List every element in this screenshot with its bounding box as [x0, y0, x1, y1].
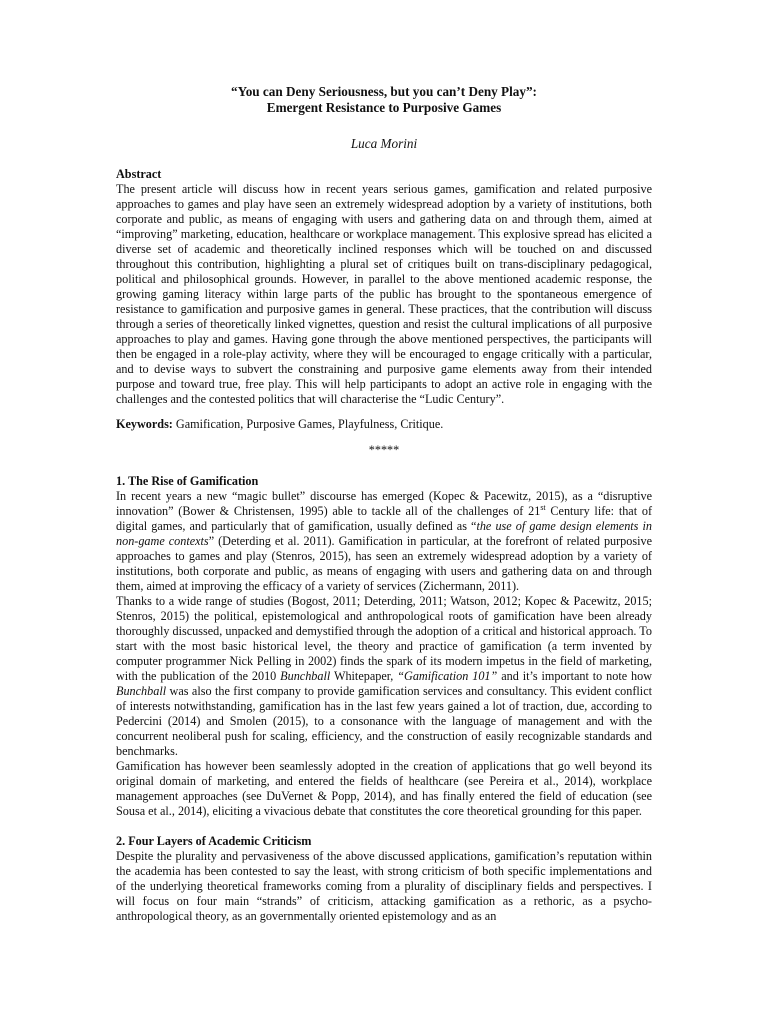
s1p2-text-b: Whitepaper, [330, 669, 398, 683]
s1p2-text-d: was also the first company to provide gamification services and consultancy. This evident conflict of interests notwithstanding, gamification has in the last few years gained a lot of traction, due, according to Pedercini (2014) and Smolen (2015), to a consonance with the language of management and with the concurrent neoliberal push for scaling, efficiency, and the construction of easily recognizable standards and benchmarks. [116, 684, 652, 758]
keywords-label: Keywords: [116, 417, 173, 431]
section-2-heading: 2. Four Layers of Academic Criticism [116, 834, 312, 848]
section-1-heading: 1. The Rise of Gamification [116, 474, 259, 488]
abstract-text: The present article will discuss how in recent years serious games, gamification and related purposive approaches to games and play have seen an extremely widespread adoption by a variety of institutions, both corporate and public, as means of engaging with users and gathering data on and through them, aimed at “improving” marketing, education, healthcare or workplace management. This explosive spread has elicited a diverse set of academic and theoretically inclined responses which will be touched on and discussed throughout this contribution, highlighting a plural set of critiques built on trans-disciplinary pedagogical, political and philosophical grounds. However, in parallel to the above mentioned academic response, the growing gaming literacy within large parts of the public has brought to the spontaneous emergence of resistance to gamification and purposive games in general. These practices, that the contribution will discuss through a series of theoretically linked vignettes, question and resist the cultural implications of all purposive approaches to play and games. Having gone through the above mentioned perspectives, the participants will then be engaged in a role-play activity, where they will be encouraged to engage critically with a particular, and to devise ways to subvert the constraining and purposive game elements away from their intended purpose and toward true, free play. This will help participants to adopt an active role in engaging with the challenges and the contested politics that will characterise the “Ludic Century”. [116, 182, 652, 406]
section-1-paragraph-1 [116, 489, 652, 594]
title-line-2: Emergent Resistance to Purposive Games [266, 100, 502, 115]
s1p2-italic-bunchball: Bunchball [280, 669, 331, 683]
s1p1-text-a: In recent years a new “magic bullet” discourse has emerged (Kopec & Pacewitz, 2015), as a “disruptive innovation” (Bower & Christensen, 1995) able to tackle all of the challenges of 21 [116, 489, 652, 518]
section-1-paragraph-3: Gamification has however been seamlessly adopted in the creation of applications that go well beyond its original domain of marketing, and entered the fields of healthcare (see Pereira et al., 2014), workplace management approaches (see DuVernet & Popp, 2014), and has finally entered the field of education (see Sousa et al., 2014), eliciting a vivacious debate that constitutes the core theoretical grounding for this paper. [116, 759, 652, 818]
spacer [116, 819, 652, 834]
section-1-paragraph-2 [116, 594, 652, 759]
keywords-line [116, 417, 652, 432]
s1p1-italic-definition: the use of game design elements in non-game contexts [116, 519, 652, 548]
paper-title [116, 84, 652, 116]
keywords-text: Gamification, Purposive Games, Playfulness, Critique. [172, 417, 444, 431]
s1p1-text-b: Century life: that of digital games, and particularly that of gamification, usually defined as “ [116, 504, 653, 533]
s1p1-text-c: ” (Deterding et al. 2011). Gamification in particular, at the forefront of related purposive approaches to games and play (Stenros, 2015), has seen an extremely widespread adoption by a variety of institutions, both corporate and public, as means of engaging with users and gathering data on and through them, aimed at improving the efficacy of a variety of services (Zichermann, 2011). [116, 534, 653, 593]
s1p2-italic-bunchball-2: Bunchball [116, 684, 167, 698]
s1p2-italic-whitepaper: “Gamification 101” [397, 669, 498, 683]
section-separator: ***** [368, 443, 400, 457]
section-2-paragraph-1: Despite the plurality and pervasiveness of the above discussed applications, gamification’s reputation within the academia has been contested to say the least, with strong criticism of both specific implementations and of the underlying theoretical frameworks coming from a plurality of disciplinary fields and perspectives. I will focus on four main “strands” of criticism, attacking gamification as a rethoric, as a psycho-anthropological theory, as an governmentally oriented epistemology and as an [116, 849, 652, 923]
abstract-heading: Abstract [116, 167, 162, 181]
s1p2-text-c: and it’s important to note how [497, 669, 653, 683]
title-line-1: “You can Deny Seriousness, but you can’t Deny Play”: [231, 84, 537, 99]
author-name: Luca Morini [350, 136, 418, 151]
s1p2-text-a: Thanks to a wide range of studies (Bogost, 2011; Deterding, 2011; Watson, 2012; Kopec & Pacewitz, 2015; Stenros, 2015) the political, epistemological and anthropological roots of gamification have been already thoroughly discussed, unpacked and demystified through the adoption of a critical and historical approach. To start with the most basic historical level, the theory and practice of gamification (a term invented by computer programmer Nick Pelling in 2002) finds the spark of its modern impetus in the field of marketing, with the publication of the 2010 [116, 594, 652, 683]
s1p1-superscript: st [540, 502, 546, 512]
